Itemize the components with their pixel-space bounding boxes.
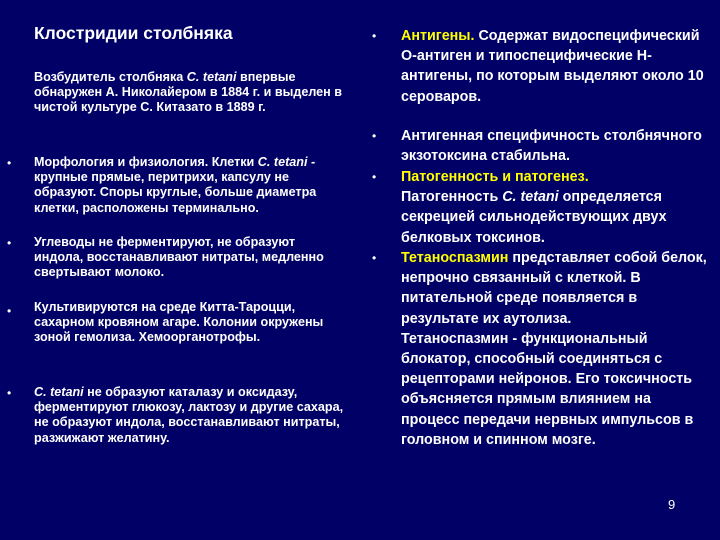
pathogenicity-text-start: Патогенность: [401, 189, 503, 206]
cultivation-paragraph: Культивируются на среде Китта-Тароцци, сахарном кровяном агаре. Колонии окружены зоной гемолиза. Хемоорганотрофы.: [34, 300, 324, 345]
species-name: C. tetani: [257, 155, 308, 169]
morphology-text-start: Морфология и физиология. Клетки: [34, 155, 258, 169]
pathogenicity-paragraph: [401, 167, 707, 248]
tetanospasmin-description: Тетаноспазмин - функциональный блокатор, способный соединяться с рецепторами нейронов. Его токсичность объясняется прямым влиянием на процесс передачи нервных импульсов в головном и спинном мозге.: [401, 330, 694, 448]
bullet: •: [7, 156, 12, 170]
intro-text-start: Возбудитель столбняка: [34, 70, 187, 84]
enzymes-text: не образуют каталазу и оксидазу, ферментируют глюкозу, лактозу и другие сахара, не образуют индола, восстанавливают нитраты, разжижают желатину.: [34, 385, 344, 445]
species-name: C. tetani: [186, 70, 237, 84]
bullet: •: [7, 304, 12, 318]
bullet: •: [372, 29, 377, 43]
species-name: C. tetani: [502, 189, 559, 206]
intro-paragraph: [34, 70, 346, 116]
enzymes-paragraph: [34, 385, 346, 446]
intro-text-end: впервые обнаружен А. Николайером в 1884 г. и выделен в чистой культуре С. Китазато в 1889 г.: [34, 70, 343, 115]
specificity-paragraph: Антигенная специфичность столбнячного экзотоксина стабильна.: [401, 128, 702, 165]
antigens-text: Содержат видоспецифический О-антиген и типоспецифические Н-антигены, по которым выделяют около 10 сероваров.: [401, 28, 704, 105]
bullet: •: [372, 129, 377, 143]
species-name: C. tetani: [34, 385, 84, 399]
tetanospasmin-text: представляет собой белок, непрочно связанный с клеткой. В питательной среде появляется в результате их аутолиза.: [401, 250, 707, 327]
bullet: •: [7, 386, 12, 400]
tetanospasmin-paragraph: [401, 248, 707, 450]
bullet: •: [7, 236, 12, 250]
tetanospasmin-heading: Тетаноспазмин: [401, 250, 509, 266]
bullet: •: [372, 251, 377, 265]
antigens-paragraph: [401, 26, 707, 107]
carbohydrates-paragraph: Углеводы не ферментируют, не образуют индола, восстанавливают нитраты, медленно свертывают молоко.: [34, 235, 324, 280]
antigens-heading: Антигены.: [401, 28, 475, 44]
page-number: 9: [668, 497, 676, 512]
morphology-paragraph: [34, 155, 346, 216]
pathogenicity-heading: Патогенность и патогенез.: [401, 169, 589, 185]
slide-title: Клостридии столбняка: [34, 23, 233, 43]
pathogenicity-text-end: определяется секрецией сильнодействующих двух белковых токсинов.: [401, 189, 667, 246]
bullet: •: [372, 170, 377, 184]
morphology-text-end: - крупные прямые, перитрихи, капсулу не образуют. Споры круглые, больше диаметра клетки, расположены терминально.: [34, 155, 317, 215]
